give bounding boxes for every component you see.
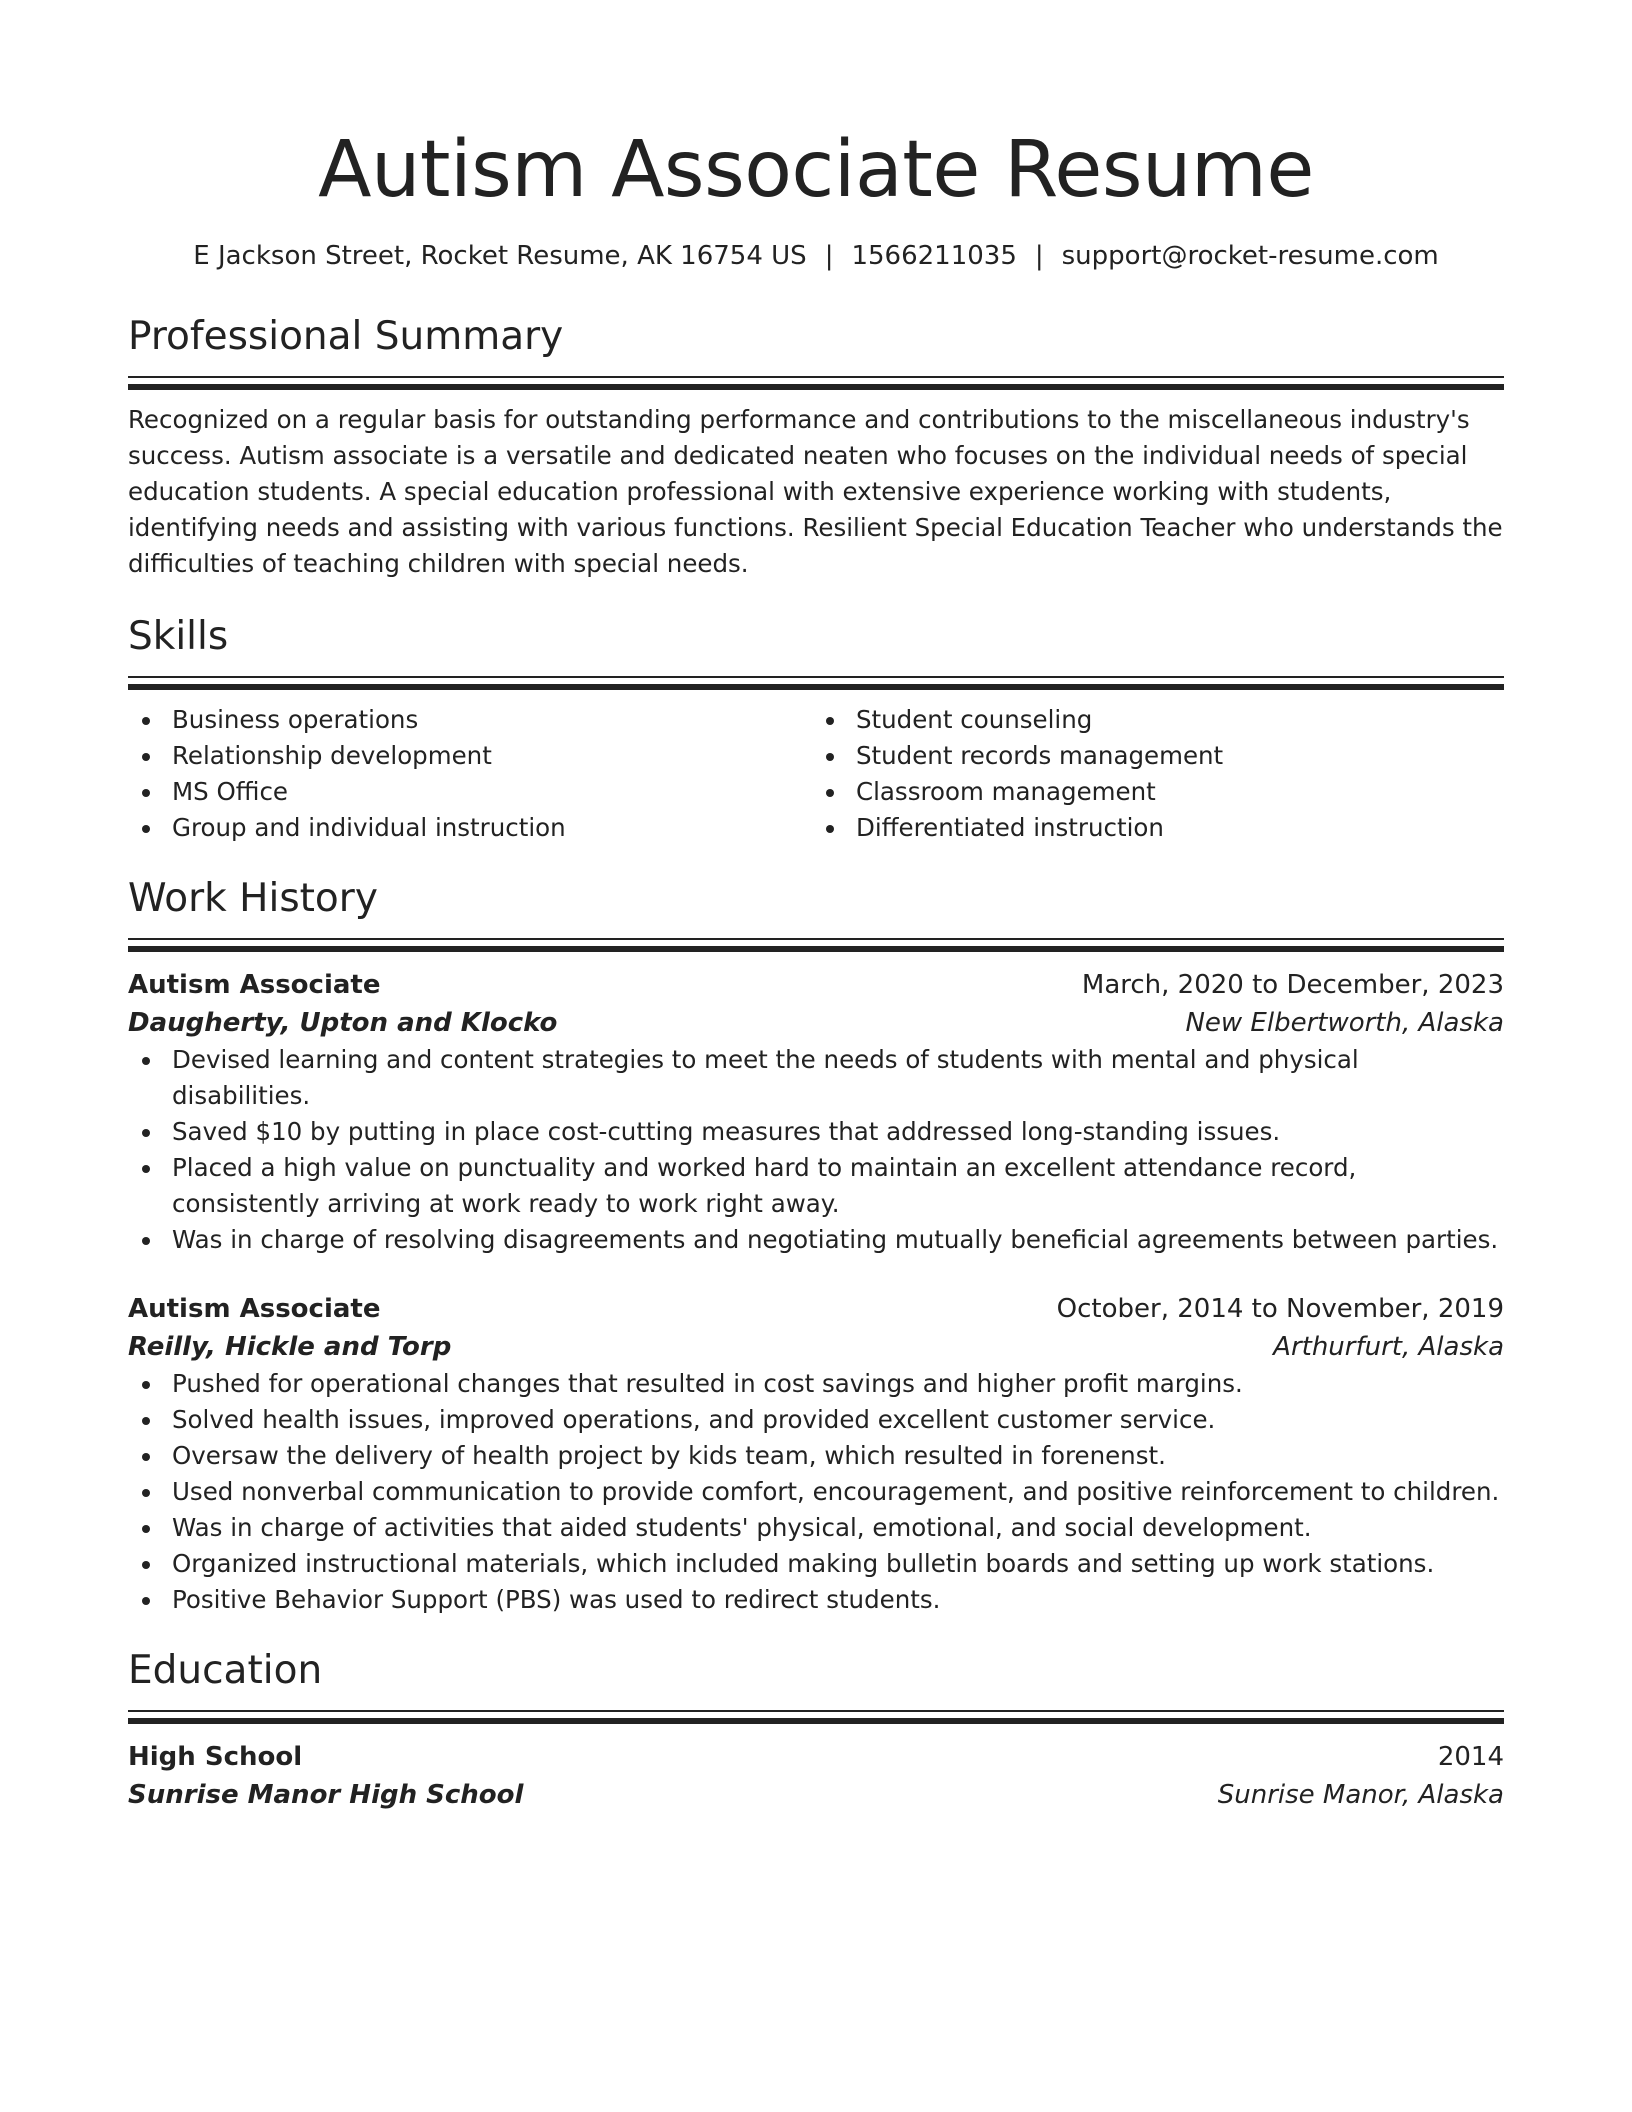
job-dates: March, 2020 to December, 2023 <box>1081 970 1504 1000</box>
job-company: Reilly, Hickle and Torp <box>128 1332 452 1362</box>
section-divider <box>128 1710 1504 1724</box>
education-subheader <box>128 1776 1504 1814</box>
education-location: Sunrise Manor, Alaska <box>1217 1780 1504 1810</box>
job-header <box>128 1290 1504 1328</box>
contact-separator: | <box>1034 241 1044 271</box>
job-bullets <box>128 1366 1504 1618</box>
education-header <box>128 1738 1504 1776</box>
skills-column-left <box>128 702 816 846</box>
skill-item: Classroom management <box>856 774 1504 810</box>
job-bullet: Organized instructional materials, which included making bulletin boards and setting up work stations. <box>128 1546 1504 1582</box>
job-subheader <box>128 1004 1504 1042</box>
skill-item: Student counseling <box>856 702 1504 738</box>
job-bullet: Used nonverbal communication to provide comfort, encouragement, and positive reinforcement to children. <box>128 1474 1504 1510</box>
job-header <box>128 966 1504 1004</box>
section-divider <box>128 676 1504 690</box>
job-bullet: Was in charge of activities that aided students' physical, emotional, and social development. <box>128 1510 1504 1546</box>
contact-separator: | <box>824 241 834 271</box>
job-company: Daugherty, Upton and Klocko <box>128 1008 558 1038</box>
job-subheader <box>128 1328 1504 1366</box>
skill-item: Relationship development <box>172 738 816 774</box>
section-divider <box>128 376 1504 390</box>
job-title: Autism Associate <box>128 1294 381 1324</box>
job-entry <box>128 1290 1504 1618</box>
contact-line <box>128 238 1504 274</box>
education-school: Sunrise Manor High School <box>128 1780 524 1810</box>
work-section <box>128 874 1504 1618</box>
skill-item: Business operations <box>172 702 816 738</box>
education-section <box>128 1646 1504 1814</box>
job-bullets <box>128 1042 1504 1258</box>
skills-section <box>128 612 1504 846</box>
section-heading-education: Education <box>128 1648 323 1693</box>
section-heading-summary: Professional Summary <box>128 314 564 359</box>
job-bullet: Positive Behavior Support (PBS) was used to redirect students. <box>128 1582 1504 1618</box>
skill-item: MS Office <box>172 774 816 810</box>
job-bullet: Pushed for operational changes that resulted in cost savings and higher profit margins. <box>128 1366 1504 1402</box>
resume-title: Autism Associate Resume <box>318 125 1314 215</box>
job-entry <box>128 966 1504 1258</box>
section-divider <box>128 938 1504 952</box>
job-dates: October, 2014 to November, 2019 <box>1056 1294 1504 1324</box>
job-location: New Elbertworth, Alaska <box>1185 1008 1504 1038</box>
job-bullet: Saved $10 by putting in place cost-cutting measures that addressed long-standing issues. <box>128 1114 1504 1150</box>
skills-column-right <box>816 702 1504 846</box>
contact-address: E Jackson Street, Rocket Resume, AK 16754 US <box>193 241 807 271</box>
job-bullet: Devised learning and content strategies to meet the needs of students with mental and physical disabilities. <box>128 1042 1504 1114</box>
skill-item: Group and individual instruction <box>172 810 816 846</box>
job-bullet: Was in charge of resolving disagreements and negotiating mutually beneficial agreements between parties. <box>128 1222 1504 1258</box>
skill-item: Student records management <box>856 738 1504 774</box>
job-location: Arthurfurt, Alaska <box>1273 1332 1504 1362</box>
section-heading-work: Work History <box>128 876 378 921</box>
skill-item: Differentiated instruction <box>856 810 1504 846</box>
summary-text: Recognized on a regular basis for outstanding performance and contributions to the miscellaneous industry's success. Autism associate is a versatile and dedicated neaten who focuses on the individual needs of special education students. A special education professional with extensive experience working with students, identifying needs and assisting with various functions. Resilient Special Education Teacher who understands the difficulties of teaching children with special needs. <box>128 405 1503 578</box>
contact-email: support@rocket-resume.com <box>1061 241 1439 271</box>
job-bullet: Placed a high value on punctuality and worked hard to maintain an excellent attendance record, consistently arriving at work ready to work right away. <box>128 1150 1504 1222</box>
contact-phone: 1566211035 <box>851 241 1017 271</box>
section-heading-skills: Skills <box>128 614 229 659</box>
education-entry <box>128 1738 1504 1814</box>
job-title: Autism Associate <box>128 970 381 1000</box>
education-degree: High School <box>128 1742 303 1772</box>
skills-list <box>128 702 1504 846</box>
job-bullet: Oversaw the delivery of health project by kids team, which resulted in forenenst. <box>128 1438 1504 1474</box>
education-year: 2014 <box>1437 1742 1504 1772</box>
job-bullet: Solved health issues, improved operations, and provided excellent customer service. <box>128 1402 1504 1438</box>
summary-section <box>128 312 1504 582</box>
